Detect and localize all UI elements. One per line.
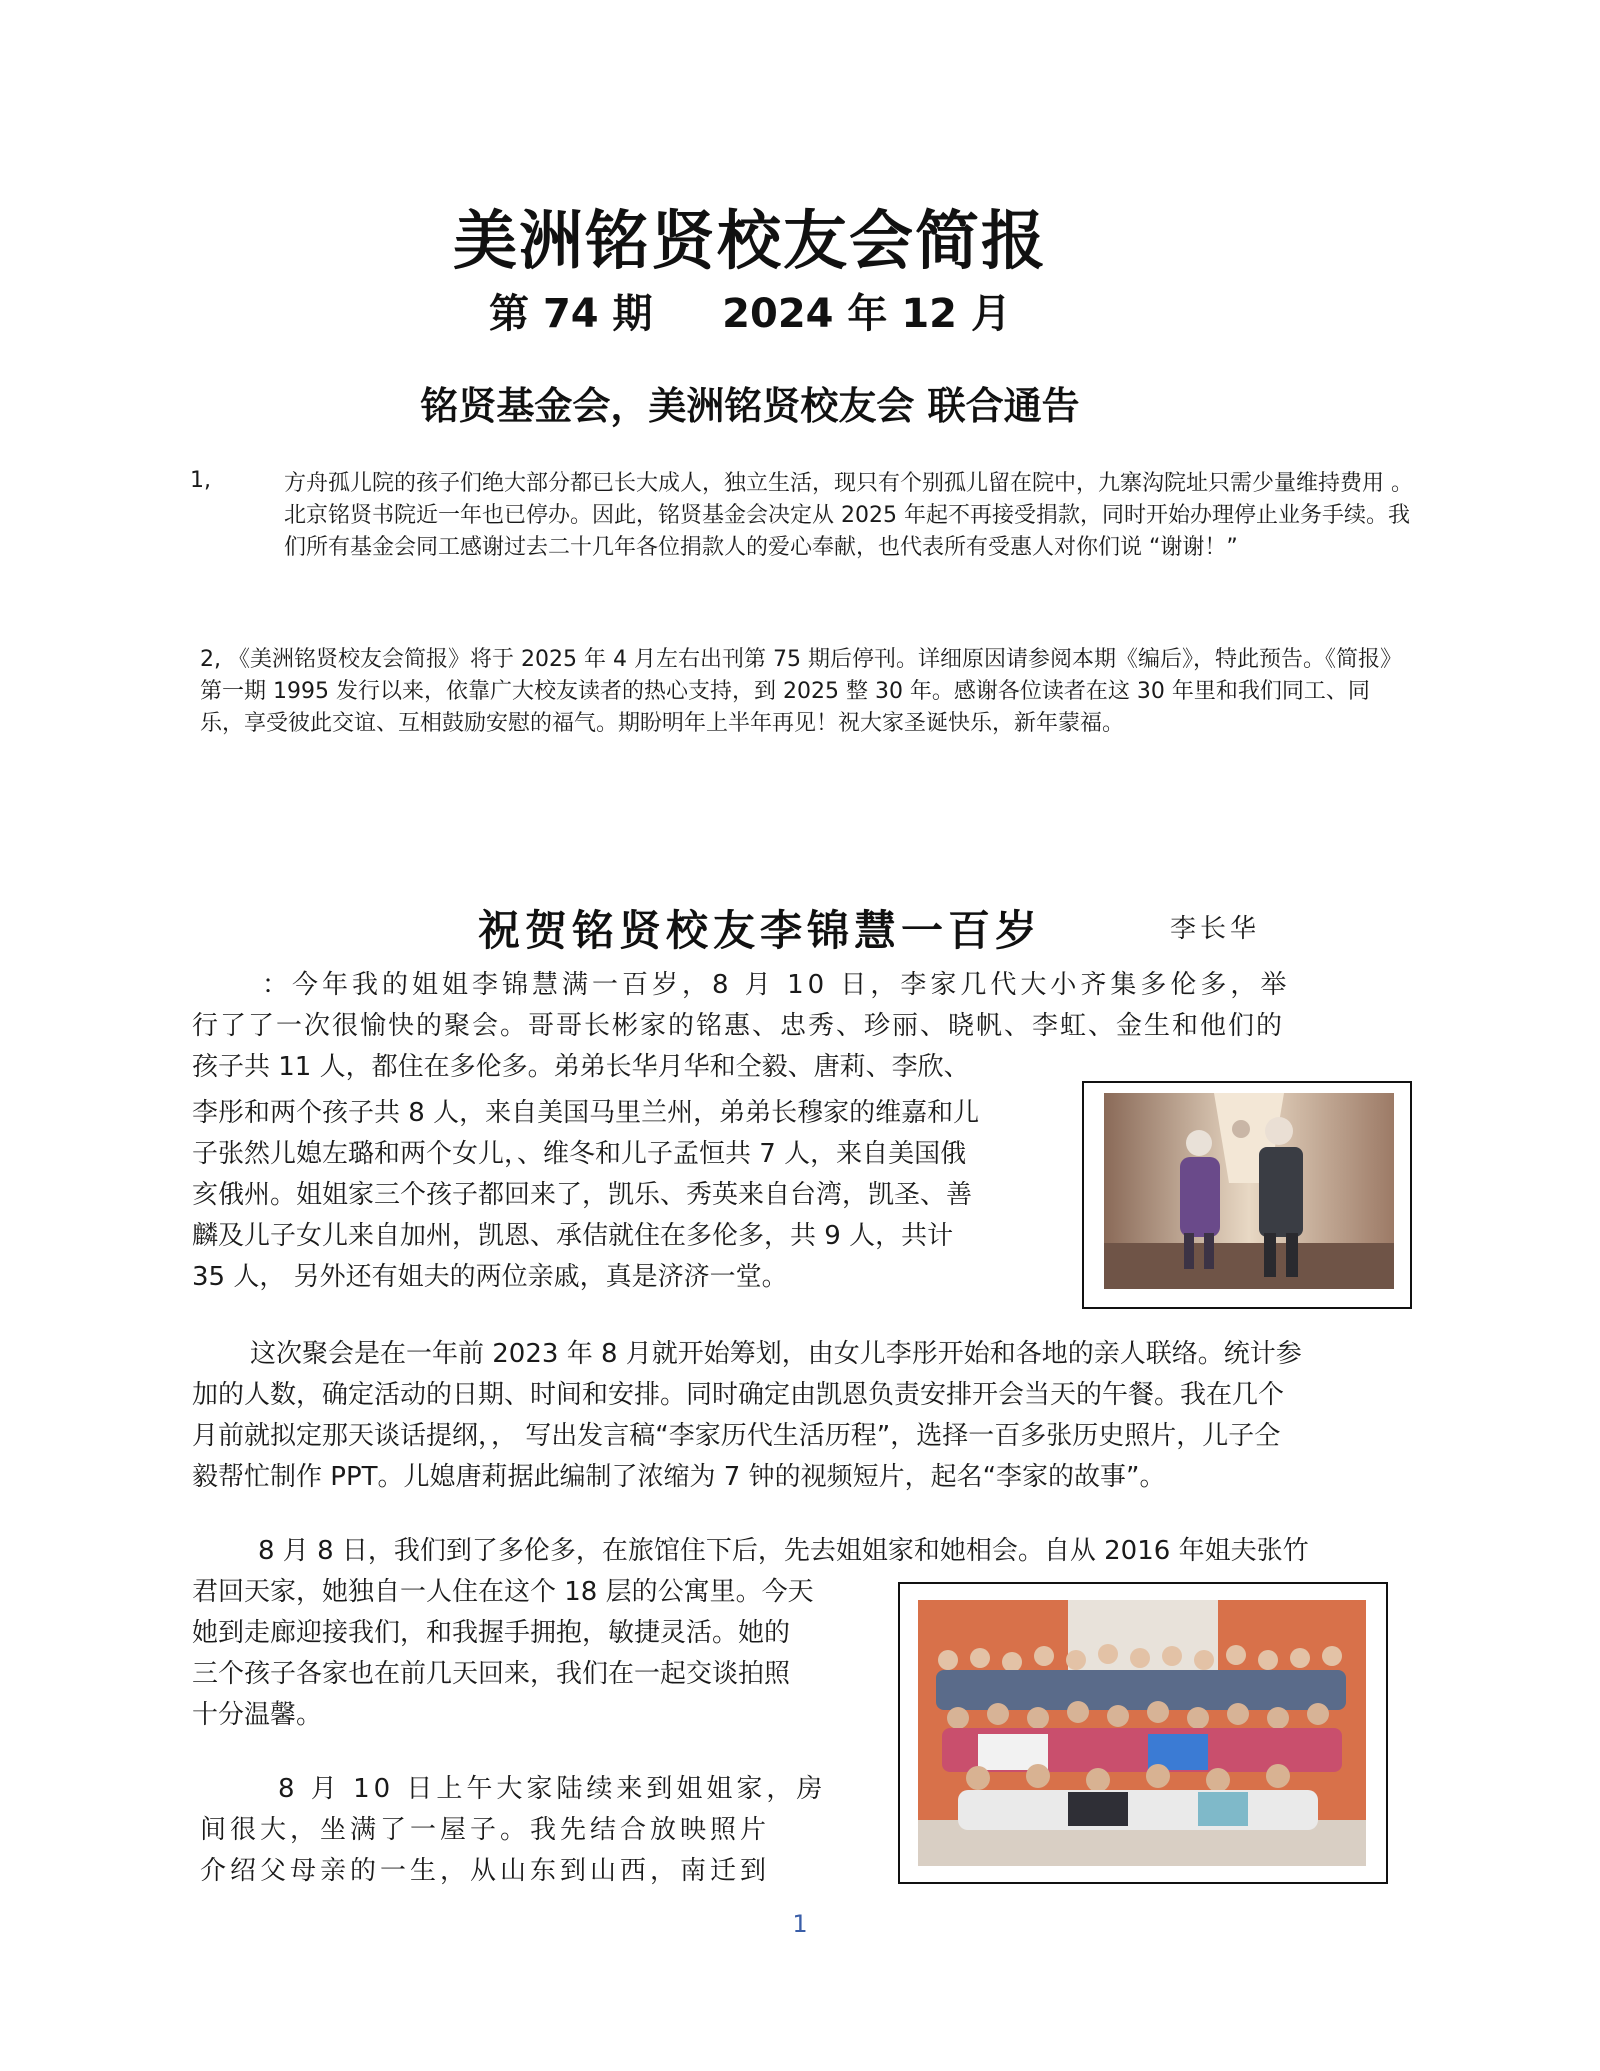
article-line: 十分温馨。 bbox=[192, 1700, 323, 1730]
article-line: 李彤和两个孩子共 8 人，来自美国马里兰州，弟弟长穆家的维嘉和儿 bbox=[192, 1098, 980, 1128]
notice-item-1-text: 方舟孤儿院的孩子们绝大部分都已长大成人，独立生活，现只有个别孤儿留在院中，九寨沟院址只需少量维持费用 。北京铭贤书院近一年也已停办。因此，铭贤基金会决定从 2025 年起不再接受捐款，同时开始办理停止业务手续。我们所有基金会同工感谢过去二十几年各位捐款人的爱心奉献，也代表所有受惠人对你们说 “谢谢！” bbox=[284, 471, 1413, 560]
article-line: ：今年我的姐姐李锦慧满一百岁，8 月 10 日，李家几代大小齐集多伦多，举 bbox=[262, 970, 1291, 1000]
hallway-photo-frame bbox=[1082, 1081, 1412, 1309]
article-line: 孩子共 11 人，都住在多伦多。弟弟长华月华和仝毅、唐莉、李欣、 bbox=[192, 1052, 970, 1082]
notice-item-2 bbox=[200, 644, 1404, 740]
article-line: 加的人数，确定活动的日期、时间和安排。同时确定由凯恩负责安排开会当天的午餐。我在几个 bbox=[192, 1380, 1285, 1410]
notice-item-2-number: 2, bbox=[200, 647, 221, 672]
article-line: 三个孩子各家也在前几天回来，我们在一起交谈拍照 bbox=[192, 1659, 791, 1689]
issue-line: 第 74 期 2024 年 12 月 bbox=[489, 291, 1011, 337]
article-line: 麟及儿子女儿来自加州，凯恩、承佶就住在多伦多，共 9 人，共计 bbox=[192, 1221, 954, 1251]
article-line: 月前就拟定那天谈话提纲，， 写出发言稿“李家历代生活历程”，选择一百多张历史照片，儿子仝 bbox=[192, 1421, 1281, 1451]
article-line: 君回天家，她独自一人住在这个 18 层的公寓里。今天 bbox=[192, 1577, 814, 1607]
article-line: 35 人， 另外还有姐夫的两位亲戚，真是济济一堂。 bbox=[192, 1262, 788, 1292]
article-line: 间很大，坐满了一屋子。我先结合放映照片 bbox=[200, 1815, 771, 1845]
notice-item-1-number: 1, bbox=[190, 468, 211, 493]
notice-heading: 铭贤基金会，美洲铭贤校友会 联合通告 bbox=[420, 384, 1080, 428]
article-title: 祝贺铭贤校友李锦慧一百岁 bbox=[478, 906, 1043, 955]
article-author: 李长华 bbox=[1170, 914, 1261, 944]
page-number: 1 bbox=[792, 1910, 808, 1938]
article-line: 8 月 10 日上午大家陆续来到姐姐家，房 bbox=[278, 1774, 827, 1804]
newsletter-title: 美洲铭贤校友会简报 bbox=[453, 205, 1047, 279]
article-line: 这次聚会是在一年前 2023 年 8 月就开始筹划，由女儿李彤开始和各地的亲人联络。统计参 bbox=[250, 1339, 1302, 1369]
article-line: 毅帮忙制作 PPT。儿媳唐莉据此编制了浓缩为 7 钟的视频短片，起名“李家的故事”。 bbox=[192, 1462, 1166, 1492]
article-line: 行了了一次很愉快的聚会。哥哥长彬家的铭惠、忠秀、珍丽、晓帆、李虹、金生和他们的 bbox=[192, 1011, 1285, 1041]
article-line: 介绍父母亲的一生，从山东到山西，南迁到 bbox=[200, 1856, 771, 1886]
article-line: 她到走廊迎接我们，和我握手拥抱，敏捷灵活。她的 bbox=[192, 1618, 791, 1648]
notice-item-2-text: 《美洲铭贤校友会简报》将于 2025 年 4 月左右出刊第 75 期后停刊。详细原因请参阅本期《编后》，特此预告。《简报》第一期 1995 发行以来，依靠广大校友读者的热心支持，到 2025 整 30 年。感谢各位读者在这 30 年里和我们同工、同乐，享受彼此交谊、互相鼓励安慰的福气。期盼明年上半年再见！祝大家圣诞快乐，新年蒙福。 bbox=[200, 647, 1402, 736]
article-line: 子张然儿媳左璐和两个女儿，、维冬和儿子孟恒共 7 人，来自美国俄 bbox=[192, 1139, 967, 1169]
article-line: 亥俄州。姐姐家三个孩子都回来了，凯乐、秀英来自台湾，凯圣、善 bbox=[192, 1180, 973, 1210]
family-group-photo-frame bbox=[898, 1582, 1388, 1884]
article-line: 8 月 8 日，我们到了多伦多，在旅馆住下后，先去姐姐家和她相会。自从 2016 年姐夫张竹 bbox=[258, 1536, 1309, 1566]
hallway-photo bbox=[1104, 1093, 1394, 1289]
family-group-photo bbox=[918, 1600, 1366, 1866]
